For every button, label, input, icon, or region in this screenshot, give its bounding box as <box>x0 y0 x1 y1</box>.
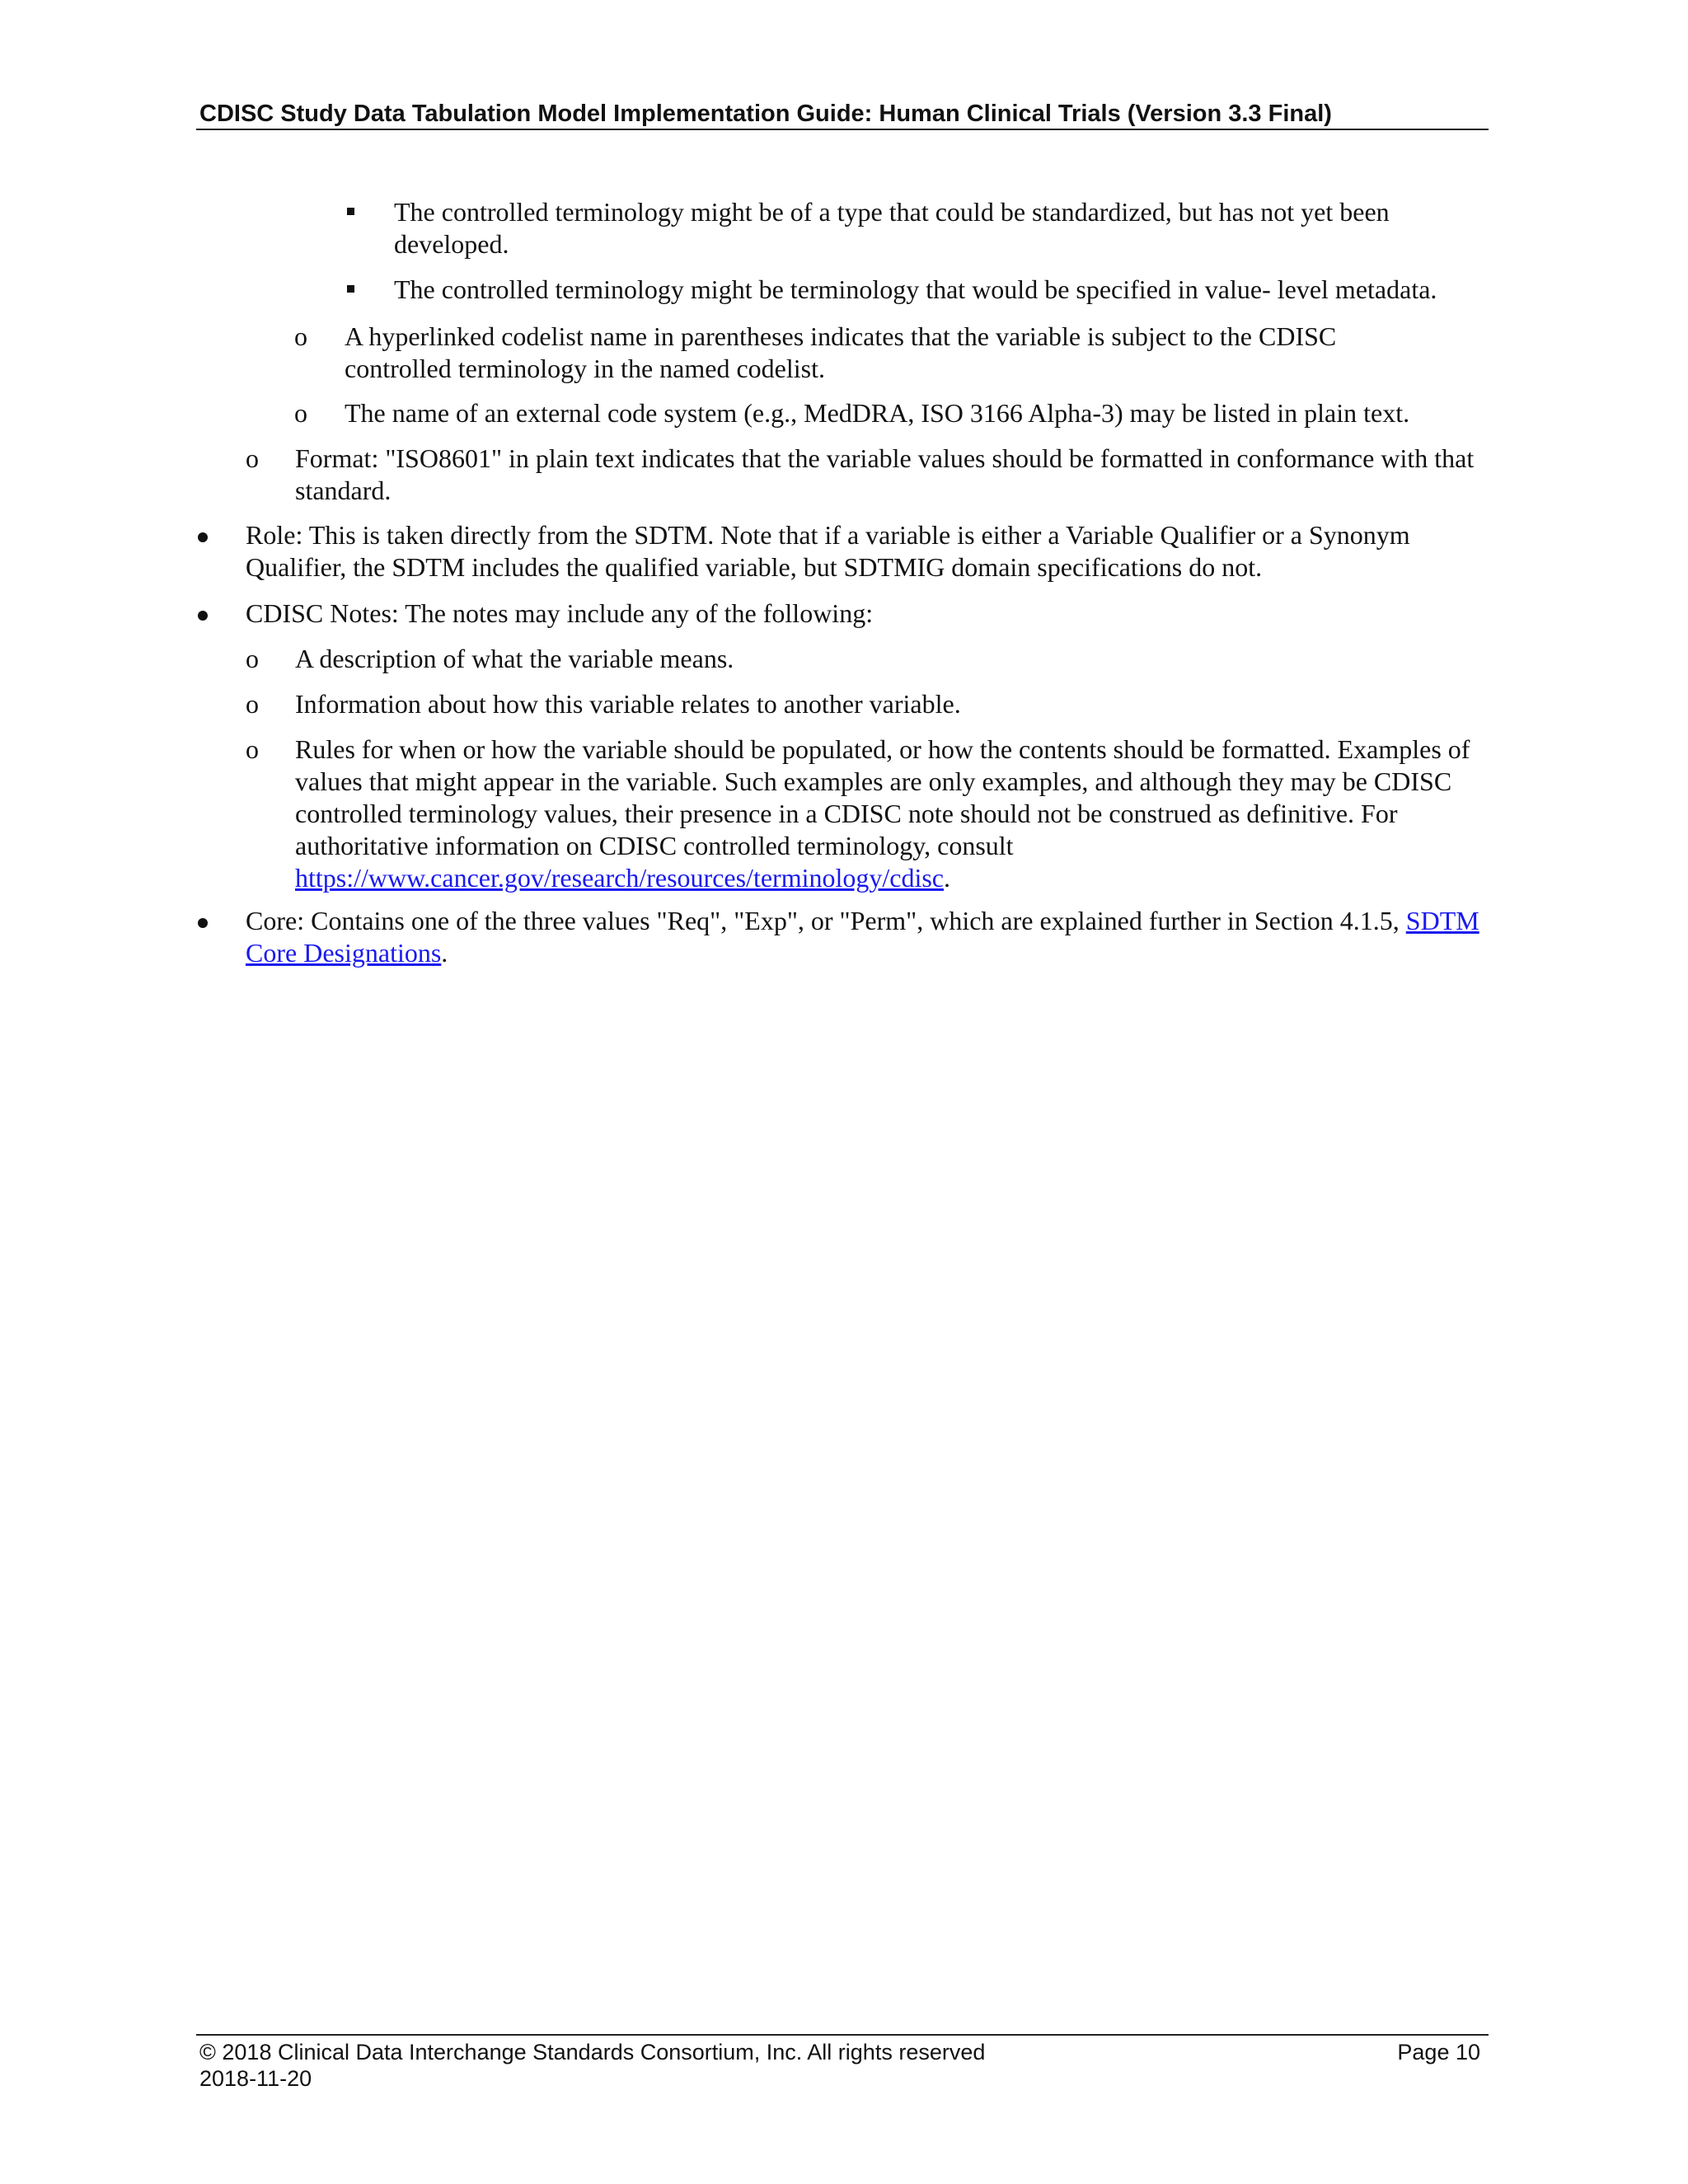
core-end: . <box>441 938 448 968</box>
list-item-text: Role: This is taken directly from the SDTM. Note that if a variable is either a Variable Qualifier or a Synonym Qualifier, the SDTM includes the qualified variable, but SDTMIG domain specifications do not. <box>246 520 1410 582</box>
bullet-icon <box>198 532 208 542</box>
page-footer <box>196 2034 1489 2092</box>
sdtm-core-designations-link[interactable]: SDTM Core Designations <box>246 906 1479 968</box>
list-item-text: CDISC Notes: The notes may include any of the following: <box>246 598 874 628</box>
page-header <box>196 97 1489 130</box>
bullet-icon <box>198 611 208 621</box>
list-item-text: A description of what the variable means. <box>295 644 734 673</box>
list-item-text <box>246 905 1482 969</box>
bullet-icon <box>198 918 208 928</box>
list-item-text: A hyperlinked codelist name in parentheses indicates that the variable is subject to the CDISC controlled terminology in the named codelist. <box>345 321 1337 383</box>
list-item-text: Information about how this variable relates to another variable. <box>295 689 961 719</box>
core-text: Core: Contains one of the three values "Req", "Exp", or "Perm", which are explained further in Section 4.1.5, <box>246 906 1400 935</box>
list-item-text: The name of an external code system (e.g., MedDRA, ISO 3166 Alpha-3) may be listed in plain text. <box>345 398 1410 428</box>
footer-copyright: © 2018 Clinical Data Interchange Standards Consortium, Inc. All rights reserved <box>199 2040 986 2064</box>
circle-bullet-icon: o <box>294 398 307 428</box>
list-item-text: The controlled terminology might be of a type that could be standardized, but has not yet been developed. <box>394 197 1390 259</box>
header-title: CDISC Study Data Tabulation Model Implementation Guide: Human Clinical Trials (Version 3.3 Final) <box>199 101 1332 127</box>
square-bullet-icon <box>347 208 354 215</box>
rules-text: Rules for when or how the variable should be populated, or how the contents should be formatted. Examples of values that might appear in the variable. Such examples are only examples, and although they may be CDISC controlled terminology values, their presence in a CDISC note should not be construed as definitive. For authoritative information on CDISC controlled terminology, consult <box>295 734 1470 860</box>
circle-bullet-icon: o <box>246 734 259 764</box>
footer-date: 2018-11-20 <box>199 2066 312 2091</box>
circle-bullet-icon: o <box>294 321 307 351</box>
rules-end: . <box>944 863 950 893</box>
cdisc-terminology-link[interactable]: https://www.cancer.gov/research/resources/terminology/cdisc <box>295 863 944 893</box>
list-item-text: The controlled terminology might be terminology that would be specified in value- level metadata. <box>394 274 1437 304</box>
circle-bullet-icon: o <box>246 689 259 719</box>
square-bullet-icon <box>347 285 354 293</box>
circle-bullet-icon: o <box>246 644 259 673</box>
list-item-text <box>295 733 1482 894</box>
footer-page-number: Page 10 <box>1397 2040 1480 2064</box>
circle-bullet-icon: o <box>246 443 259 473</box>
list-item-text: Format: "ISO8601" in plain text indicates that the variable values should be formatted in conformance with that standard. <box>295 443 1475 505</box>
